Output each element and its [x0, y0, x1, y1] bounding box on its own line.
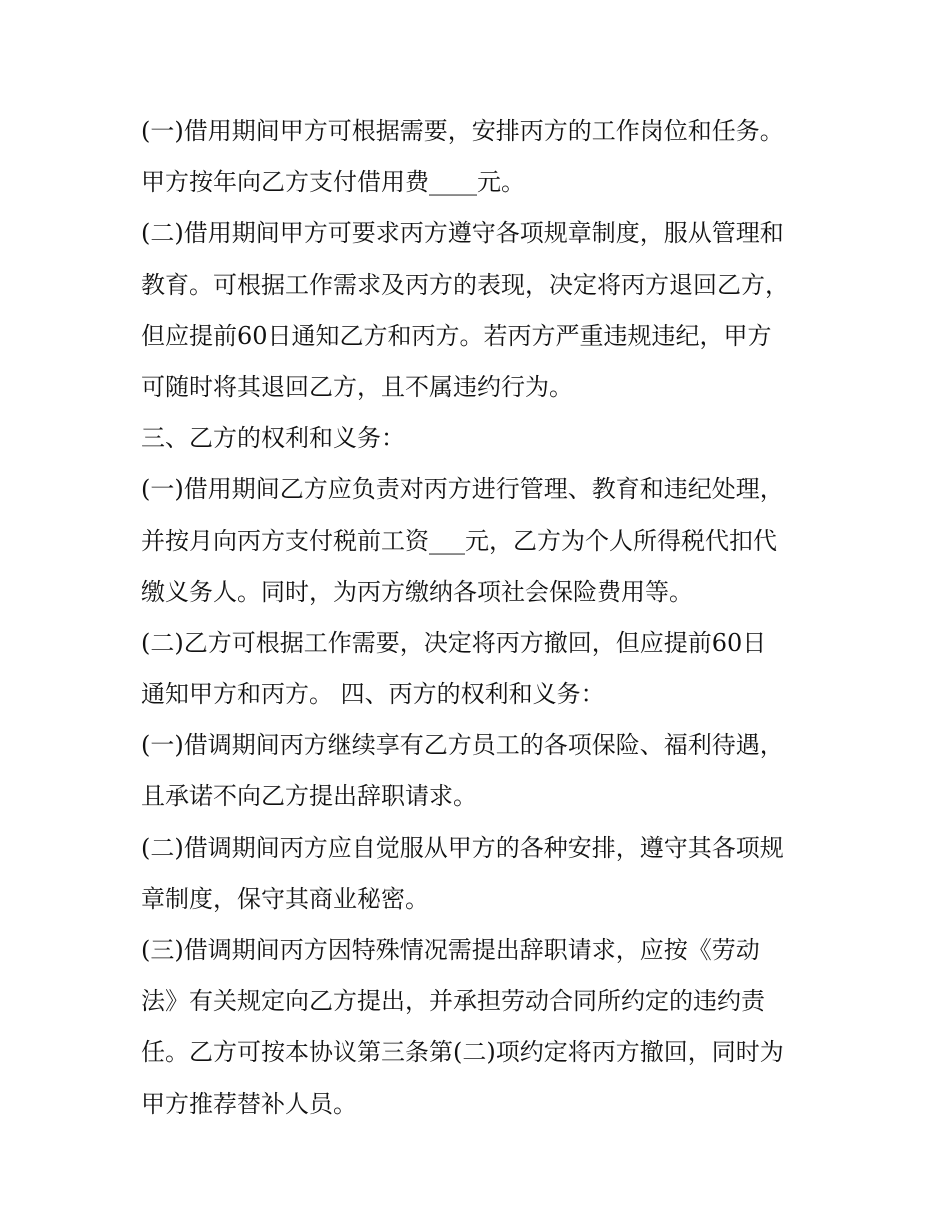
text-line: 且承诺不向乙方提出辞职请求。: [141, 782, 477, 811]
document-body: [141, 106, 821, 1130]
text-line: 章制度，保守其商业秘密。: [141, 884, 429, 913]
text-line: (一)借用期间乙方应负责对丙方进行管理、教育和违纪处理，: [141, 475, 784, 504]
text-line: 法》有关规定向乙方提出，并承担劳动合同所约定的违约责: [141, 987, 765, 1016]
text-line: 并按月向丙方支付税前工资___元，乙方为个人所得税代扣代: [141, 526, 777, 555]
text-line: 缴义务人。同时，为丙方缴纳各项社会保险费用等。: [141, 577, 693, 606]
section-heading: 三、乙方的权利和义务：: [141, 424, 405, 453]
text-line: (二)借用期间甲方可要求丙方遵守各项规章制度，服从管理和: [141, 219, 784, 248]
text-line: (一)借调期间丙方继续享有乙方员工的各项保险、福利待遇，: [141, 731, 784, 760]
text-line: 甲方按年向乙方支付借用费____元。: [141, 168, 525, 197]
text-line: 甲方推荐替补人员。: [141, 1089, 357, 1118]
text-line: 通知甲方和丙方。 四、丙方的权利和义务：: [141, 680, 605, 709]
text-line: 但应提前60日通知乙方和丙方。若丙方严重违规违纪，甲方: [141, 321, 772, 350]
text-line: (一)借用期间甲方可根据需要，安排丙方的工作岗位和任务。: [141, 117, 784, 145]
text-line: (三)借调期间丙方因特殊情况需提出辞职请求，应按《劳动: [141, 936, 760, 964]
text-line: 教育。可根据工作需求及丙方的表现，决定将丙方退回乙方，: [141, 270, 789, 299]
text-line: (二)乙方可根据工作需要，决定将丙方撤回，但应提前60日: [141, 628, 767, 657]
text-line: 任。乙方可按本协议第三条第(二)项约定将丙方撤回，同时为: [141, 1038, 784, 1067]
text-line: (二)借调期间丙方应自觉服从甲方的各种安排，遵守其各项规: [141, 833, 784, 862]
text-line: 可随时将其退回乙方，且不属违约行为。: [141, 372, 573, 401]
